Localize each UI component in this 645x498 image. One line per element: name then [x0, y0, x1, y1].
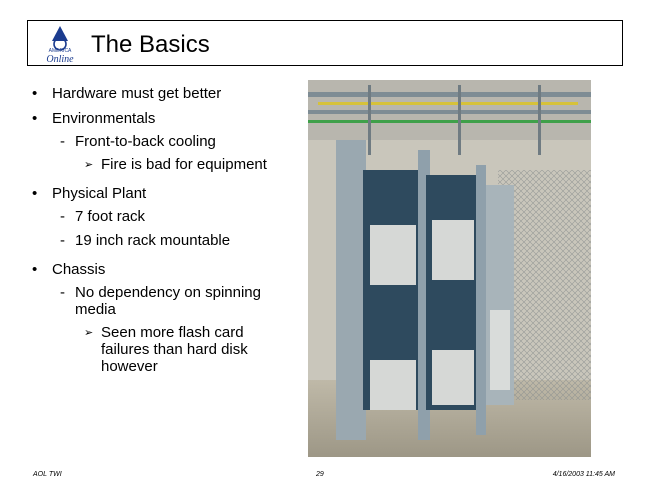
sub-bullet-item: - Front-to-back cooling [60, 133, 216, 150]
footer-date: 4/16/2003 11:45 AM [552, 471, 615, 478]
sub-bullet-item: - 19 inch rack mountable [60, 232, 231, 249]
server-rack-photo [308, 80, 591, 457]
bullet-item: • Physical Plant [32, 185, 147, 202]
bullet-item: • Environmentals [32, 110, 156, 127]
slide-title-box [27, 20, 623, 66]
footer-left: AOL TWI [33, 471, 62, 478]
svg-text:Online: Online [46, 54, 74, 64]
bullet-item: • Hardware must get better [32, 85, 222, 102]
footer-page-number: 29 [316, 471, 324, 478]
svg-text:AMERICA: AMERICA [48, 48, 72, 54]
aol-logo [37, 24, 83, 64]
sub-bullet-item: - No dependency on spinning media [60, 284, 261, 318]
bullet-list [30, 85, 295, 380]
sub-bullet-item: - 7 foot rack [60, 208, 146, 225]
bullet-item: • Chassis [32, 261, 106, 278]
sub-sub-bullet-item: ➢ Fire is bad for equipment [84, 156, 267, 173]
sub-sub-bullet-item: ➢ Seen more flash card failures than hard disk however [84, 324, 248, 375]
slide-title: The Basics [91, 31, 210, 58]
